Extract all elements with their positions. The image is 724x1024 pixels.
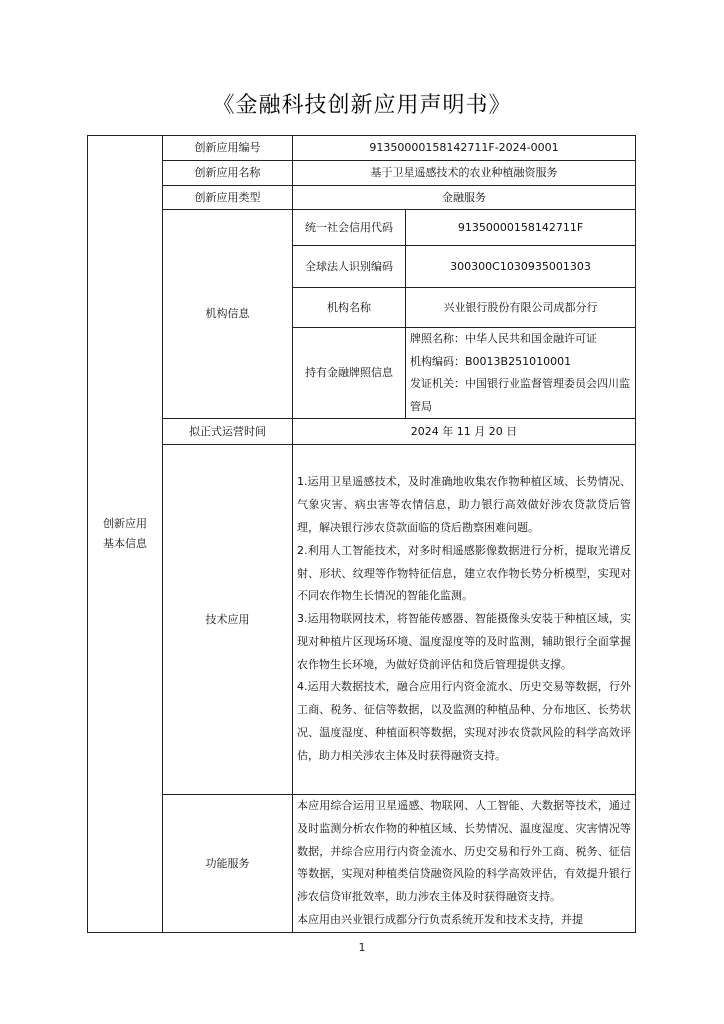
license-code-line: 机构编码：B0013B251010001 bbox=[410, 354, 572, 368]
operation-date-label: 拟正式运营时间 bbox=[163, 419, 293, 445]
app-number-value: 91350000158142711F-2024-0001 bbox=[293, 136, 636, 161]
page-number: 1 bbox=[358, 941, 366, 954]
license-name-line: 牌照名称：中华人民共和国金融许可证 bbox=[410, 332, 597, 345]
tech-paragraph-1: 1.运用卫星遥感技术，及时准确地收集农作物种植区域、长势情况、气象灾害、病虫害等农情信息，助力银行高效做好涉农贷款贷后管理，解决银行涉农贷款面临的贷后勘察困难问题。 bbox=[297, 475, 632, 534]
tech-label: 技术应用 bbox=[163, 445, 293, 795]
function-paragraph-1: 本应用综合运用卫星遥感、物联网、人工智能、大数据等技术，通过及时监测分析农作物的种植区域、长势情况、温度湿度、灾害情况等数据，并综合应用行内资金流水、历史交易和行外工商、税务、征信等数据，实现对种植类信贷融资风险的科学高效评估，有效提升银行涉农信贷审批效率，助力涉农主体及时获得融资支持。 bbox=[297, 799, 632, 904]
lei-label: 全球法人识别编码 bbox=[293, 246, 406, 288]
tech-content bbox=[293, 445, 636, 795]
operation-date-row bbox=[88, 419, 636, 445]
tech-paragraph-3: 3.运用物联网技术，将智能传感器、智能摄像头安装于种植区域，实现对种植片区现场环境、温度湿度等的及时监测，辅助银行全面掌握农作物生长环境，为做好贷前评估和贷后管理提供支撑。 bbox=[297, 612, 632, 671]
org-info-label: 机构信息 bbox=[163, 210, 293, 419]
org-name-label: 机构名称 bbox=[293, 288, 406, 328]
app-name-row bbox=[88, 161, 636, 186]
app-type-label: 创新应用类型 bbox=[163, 186, 293, 210]
credit-code-row bbox=[88, 210, 636, 246]
app-type-value: 金融服务 bbox=[293, 186, 636, 210]
operation-date-value: 2024 年 11 月 20 日 bbox=[293, 419, 636, 445]
license-issuer-line: 发证机关：中国银行业监督管理委员会四川监管局 bbox=[410, 377, 630, 413]
app-number-label: 创新应用编号 bbox=[163, 136, 293, 161]
app-name-label: 创新应用名称 bbox=[163, 161, 293, 186]
lei-value: 300300C1030935001303 bbox=[406, 246, 636, 288]
function-paragraph-2: 本应用由兴业银行成都分行负责系统开发和技术支持，并提 bbox=[297, 912, 583, 926]
document-title: 《金融科技创新应用声明书》 bbox=[212, 93, 512, 118]
tech-row bbox=[88, 445, 636, 795]
section-label: 创新应用 基本信息 bbox=[103, 517, 147, 550]
app-number-row bbox=[88, 136, 636, 161]
function-row bbox=[88, 795, 636, 933]
credit-code-value: 91350000158142711F bbox=[406, 210, 636, 246]
function-content bbox=[293, 795, 636, 933]
app-type-row bbox=[88, 186, 636, 210]
license-label: 持有金融牌照信息 bbox=[293, 328, 406, 419]
app-name-value: 基于卫星遥感技术的农业种植融资服务 bbox=[293, 161, 636, 186]
credit-code-label: 统一社会信用代码 bbox=[293, 210, 406, 246]
function-label: 功能服务 bbox=[163, 795, 293, 933]
org-name-value: 兴业银行股份有限公司成都分行 bbox=[406, 288, 636, 328]
tech-paragraph-4: 4.运用大数据技术，融合应用行内资金流水、历史交易等数据，行外工商、税务、征信等数据，以及监测的种植品种、分布地区、长势状况、温度湿度、种植面积等数据，实现对涉农贷款风险的科学高效评估，助力相关涉农主体及时获得融资支持。 bbox=[297, 680, 632, 762]
section-label-cell bbox=[88, 136, 163, 933]
declaration-table bbox=[87, 135, 636, 933]
license-info bbox=[406, 328, 636, 419]
tech-paragraph-2: 2.利用人工智能技术，对多时相遥感影像数据进行分析，提取光谱反射、形状、纹理等作物特征信息，建立农作物长势分析模型，实现对不同农作物生长情况的智能化监测。 bbox=[297, 543, 632, 603]
